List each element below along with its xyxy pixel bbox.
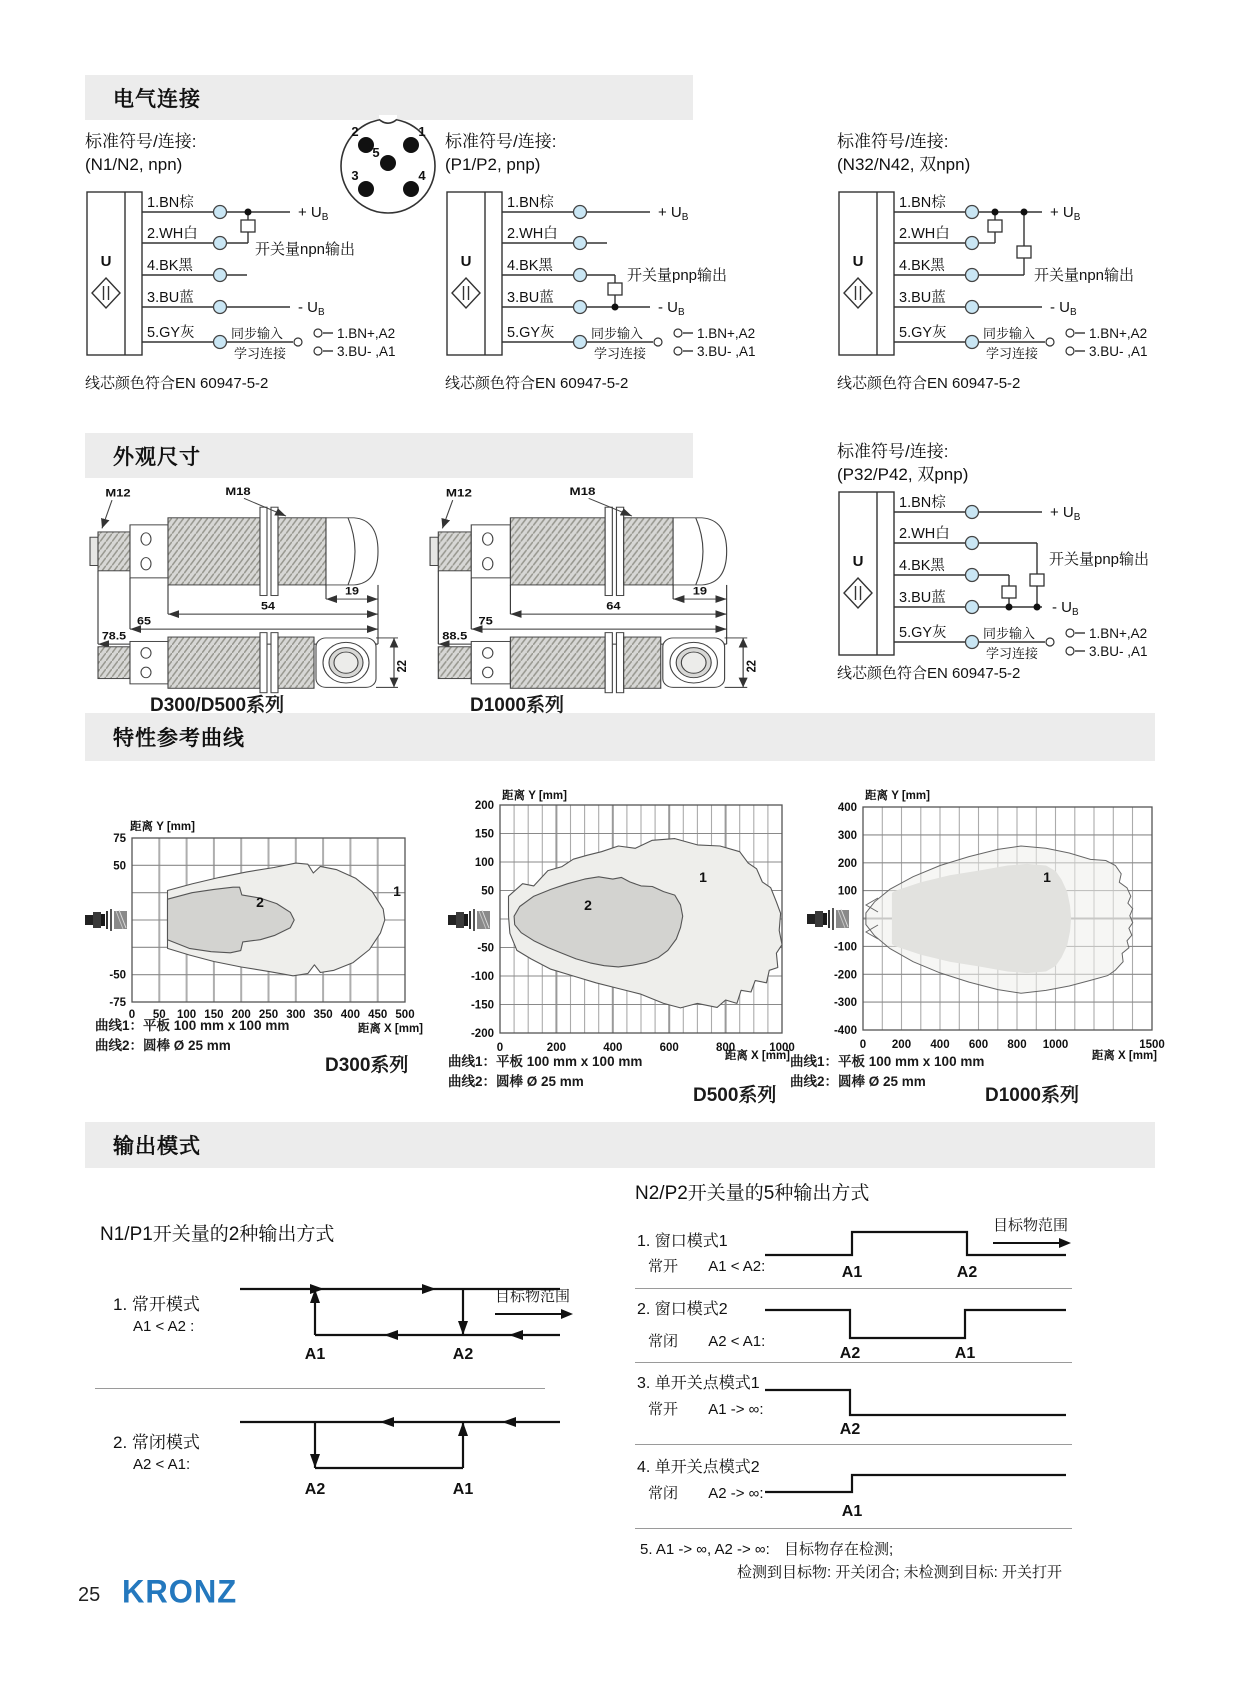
teach-label: 学习连接 [234,346,287,361]
wire-label: 4.BK黑 [899,258,945,274]
mode-state-cond [648,1255,765,1276]
mode-state: 常闭 [648,1485,679,1502]
wire-label: 4.BK黑 [507,258,553,274]
point-a2: A2 [956,1264,978,1281]
pin-label: 2 [351,124,359,139]
y-tick: 150 [474,828,494,841]
wire-label: 1.BN棕 [899,195,946,211]
wiring-variant: (N32/N42, 双npn) [837,155,971,174]
divider [635,1528,1072,1529]
wire-label: 2.WH白 [899,226,950,242]
dim-65: 65 [137,615,151,628]
wiring-diagram-npn [85,190,430,375]
x-tick: 600 [659,1042,679,1054]
sync-branch-a: 1.BN+,A2 [1089,626,1148,641]
y-tick: 400 [837,802,857,814]
sync-label: 同步输入 [983,326,1036,341]
y-tick: -75 [109,997,126,1009]
wire-label: 5.GY灰 [507,325,555,341]
mode-condition: A2 < A1: [708,1333,766,1350]
dim-19: 19 [692,584,708,598]
divider [635,1288,1072,1289]
y-tick: 50 [481,885,494,898]
plus-ub-label: + $U_B$ [1050,204,1081,223]
x-tick: 200 [891,1039,912,1051]
x-tick: 1500 [1139,1039,1165,1051]
point-a1: A1 [954,1345,976,1362]
sensor-icon [807,908,849,930]
x-axis-label: 距离 X [mm] [1091,1050,1157,1062]
output-label: 开关量npn输出 [1034,267,1135,284]
point-a2: A2 [839,1345,861,1362]
curve2-label: 2 [584,897,592,913]
mode-condition: A2 -> ∞: [708,1485,764,1502]
mode-condition: A1 < A2 : [133,1318,195,1335]
sync-branch-a: 1.BN+,A2 [337,326,396,341]
u-symbol: U [852,253,864,270]
chart-series-d500: D500系列 [693,1085,777,1106]
wire-label: 5.GY灰 [899,325,947,341]
output-label: 开关量pnp输出 [627,267,728,284]
chart-series-d1000: D1000系列 [985,1085,1079,1106]
waveform-window-2 [760,1302,1072,1364]
chart-caption-2: 曲线2：圆棒 Ø 25 mm [448,1074,584,1089]
y-tick: -50 [109,969,126,982]
wiring-diagram-dual-pnp [837,490,1182,675]
wiring-header-line: 标准符号/连接: [85,132,197,151]
y-axis-label: 距离 Y [mm] [502,790,567,802]
page-number: 25 [78,1584,101,1606]
dim-88-5: 88.5 [442,629,468,643]
mode-state-cond [648,1330,765,1351]
wiring-header-2 [445,130,556,176]
wire-label: 1.BN棕 [507,195,554,211]
wire-label: 2.WH白 [507,226,558,242]
curve1-label: 1 [393,883,401,899]
brand-logo: KRONZ [122,1573,238,1610]
chart-caption-1: 曲线1：平板 100 mm x 100 mm [790,1054,985,1069]
wire-label: 4.BK黑 [147,258,193,274]
y-tick: -50 [477,942,494,955]
mode-state: 常开 [648,1258,679,1275]
plus-ub-label: + $U_B$ [1050,504,1081,523]
wiring-diagram-dual-npn [837,190,1182,375]
wire-color-note: 线芯颜色符合EN 60947-5-2 [837,665,1021,682]
wire-label: 5.GY灰 [899,625,947,641]
point-a2: A2 [452,1346,474,1363]
x-tick: 1000 [769,1042,795,1054]
x-tick: 0 [128,1009,136,1021]
teach-label: 学习连接 [986,346,1039,361]
chart-series-d300: D300系列 [325,1055,409,1076]
sync-label: 同步输入 [983,626,1036,641]
minus-ub-label: - $U_B$ [1050,299,1077,318]
wiring-header-line: 标准符号/连接: [445,132,557,151]
sync-branch-b: 3.BU- ,A1 [1089,644,1148,659]
mode-name: 1. 窗口模式1 [637,1233,728,1250]
wire-label: 3.BU蓝 [899,590,946,606]
wiring-header-4 [837,440,968,486]
waveform-single-point-2 [760,1466,1072,1522]
wiring-header-line: 标准符号/连接: [837,442,949,461]
mode5-head: 5. A1 -> ∞, A2 -> ∞: [640,1541,770,1558]
minus-ub-label: - $U_B$ [1052,599,1079,618]
mode-condition: A1 -> ∞: [708,1401,764,1418]
teach-label: 学习连接 [594,346,647,361]
dim-75: 75 [478,614,493,628]
wire-label: 4.BK黑 [899,558,945,574]
thread-label-m18: M18 [225,486,251,498]
wire-label: 1.BN棕 [899,495,946,511]
section-title-curves: 特性参考曲线 [85,713,1155,761]
thread-label-m18: M18 [569,486,596,498]
y-tick: -300 [833,997,857,1010]
wire-label: 3.BU蓝 [147,290,194,306]
y-tick: 50 [113,860,126,873]
x-tick: 1000 [1042,1039,1069,1051]
sync-branch-a: 1.BN+,A2 [1089,326,1148,341]
dim-22: 22 [743,660,759,673]
sync-label: 同步输入 [591,326,644,341]
y-tick: 75 [113,833,126,845]
waveform-single-point-1 [760,1382,1072,1440]
x-tick: 0 [496,1042,504,1054]
curve2-label: 2 [256,894,264,910]
chart-caption-2: 曲线2：圆棒 Ø 25 mm [790,1074,926,1089]
x-tick: 300 [286,1009,306,1021]
pin-label: 1 [418,124,426,139]
u-symbol: U [852,553,864,570]
series-label-d300-d500: D300/D500系列 [150,695,285,716]
mode-name: 4. 单开关点模式2 [637,1459,760,1476]
y-tick: -100 [470,971,494,983]
section-title-dimensions: 外观尺寸 [85,433,693,478]
point-a1: A1 [841,1503,863,1520]
wire-label: 5.GY灰 [147,325,195,341]
dim-64: 64 [606,599,621,613]
mode-state: 常开 [648,1401,679,1418]
sync-label: 同步输入 [231,326,284,341]
curve1-label: 1 [1043,869,1051,885]
series-label-d1000: D1000系列 [470,695,564,716]
hysteresis-diagram-nc [230,1412,570,1502]
mode5-note-line2: 检测到目标物: 开关闭合; 未检测到目标: 开关打开 [737,1564,1063,1581]
dim-22: 22 [395,660,410,673]
wiring-diagram-pnp [445,190,790,375]
y-tick: -400 [833,1025,857,1037]
output-label: 开关量pnp输出 [1049,551,1150,568]
chart-caption-2: 曲线2：圆棒 Ø 25 mm [95,1038,231,1053]
x-tick: 400 [603,1042,623,1054]
mode-name: 2. 常闭模式 [113,1433,200,1452]
wiring-header-1 [85,130,196,176]
dim-19: 19 [345,585,359,598]
output-modes-right-title: N2/P2开关量的5种输出方式 [635,1183,870,1204]
target-range-label: 目标物范围 [495,1288,571,1305]
x-tick: 200 [546,1042,566,1054]
x-tick: 800 [716,1042,736,1054]
mode-condition: A2 < A1: [133,1456,191,1473]
wiring-variant: (N1/N2, npn) [85,155,183,174]
x-tick: 800 [1007,1039,1027,1051]
chart-caption-1: 曲线1：平板 100 mm x 100 mm [95,1018,290,1033]
wiring-variant: (P32/P42, 双pnp) [837,465,969,484]
mode-state-cond [648,1482,764,1503]
pin-label: 5 [372,145,380,160]
divider [95,1388,545,1389]
divider [635,1444,1072,1445]
sensor-icon [85,909,127,931]
target-range-arrow [495,1308,575,1320]
mode-state-cond [648,1398,764,1419]
sensor-icon [448,909,490,931]
u-symbol: U [100,253,112,270]
thread-label-m12: M12 [105,486,131,500]
teach-label: 学习连接 [986,646,1039,661]
mode-state: 常闭 [648,1333,679,1350]
y-tick: 100 [474,857,494,869]
mode5-note-line1 [640,1538,893,1559]
thread-label-m12: M12 [445,486,472,500]
mode-condition: A1 < A2: [708,1258,766,1275]
wire-color-note: 线芯颜色符合EN 60947-5-2 [445,375,629,392]
wire-color-note: 线芯颜色符合EN 60947-5-2 [85,375,269,392]
chart-caption-1: 曲线1：平板 100 mm x 100 mm [448,1054,643,1069]
dimension-drawing-d1000 [428,486,773,698]
x-axis-label: 距离 X [mm] [724,1050,790,1062]
wire-label: 3.BU蓝 [899,290,946,306]
wiring-header-line: 标准符号/连接: [837,132,949,151]
sync-branch-b: 3.BU- ,A1 [337,344,396,359]
x-tick: 600 [968,1039,989,1051]
x-tick: 100 [177,1009,197,1021]
plus-ub-label: + $U_B$ [298,204,329,223]
y-tick: 200 [474,800,494,812]
minus-ub-label: - $U_B$ [298,299,325,318]
point-a1: A1 [841,1264,863,1281]
divider [635,1362,1072,1363]
pin-label: 3 [351,168,359,183]
wire-label: 3.BU蓝 [507,290,554,306]
output-modes-left-title: N1/P1开关量的2种输出方式 [100,1224,335,1245]
x-tick: 500 [395,1009,415,1021]
wire-label: 2.WH白 [147,226,198,242]
x-tick: 450 [368,1009,388,1021]
y-tick: -200 [470,1028,494,1040]
chart-d1000 [745,770,1165,1065]
pin-label: 4 [418,168,426,183]
x-tick: 0 [859,1039,867,1051]
chart-d300 [55,770,427,1038]
mode-name: 2. 窗口模式2 [637,1301,728,1318]
x-tick: 350 [313,1009,333,1021]
y-tick: 200 [837,857,857,870]
point-a2: A2 [839,1421,861,1438]
dim-78-5: 78.5 [101,630,127,643]
y-tick: 100 [837,885,857,898]
mode-name: 3. 单开关点模式1 [637,1375,760,1392]
x-axis-label: 距离 X [mm] [357,1023,423,1035]
plus-ub-label: + $U_B$ [658,204,689,223]
y-axis-label: 距离 Y [mm] [865,790,930,802]
chart-d500 [420,770,797,1065]
wire-label: 1.BN棕 [147,195,194,211]
x-tick: 400 [340,1009,360,1021]
mode5-text: 目标物存在检测; [783,1541,894,1558]
wiring-variant: (P1/P2, pnp) [445,155,541,174]
x-tick: 400 [930,1039,950,1051]
dimension-drawing-d300-d500 [88,486,423,698]
target-range-label: 目标物范围 [993,1217,1069,1234]
x-tick: 200 [231,1009,251,1021]
waveform-window-1 [760,1222,1072,1284]
point-a2: A2 [304,1481,326,1498]
x-tick: 50 [152,1009,166,1021]
output-label: 开关量npn输出 [255,241,356,258]
y-axis-label: 距离 Y [mm] [130,821,195,833]
minus-ub-label: - $U_B$ [658,299,685,318]
section-title-electrical: 电气连接 [85,75,693,120]
y-tick: -150 [470,999,494,1012]
mode-name: 1. 常开模式 [113,1295,200,1314]
wiring-header-3 [837,130,970,176]
section-title-output-modes: 输出模式 [85,1122,1155,1168]
y-tick: -100 [833,941,857,954]
y-tick: -200 [833,969,857,982]
sync-branch-b: 3.BU- ,A1 [1089,344,1148,359]
dim-54: 54 [261,600,275,613]
sync-branch-b: 3.BU- ,A1 [697,344,756,359]
wire-color-note: 线芯颜色符合EN 60947-5-2 [837,375,1021,392]
x-tick: 150 [204,1009,224,1021]
point-a1: A1 [304,1346,326,1363]
curve1-label: 1 [699,869,707,885]
y-tick: 300 [837,829,857,842]
sync-branch-a: 1.BN+,A2 [697,326,756,341]
u-symbol: U [460,253,472,270]
wire-label: 2.WH白 [899,526,950,542]
x-tick: 250 [258,1009,279,1021]
point-a1: A1 [452,1481,474,1498]
